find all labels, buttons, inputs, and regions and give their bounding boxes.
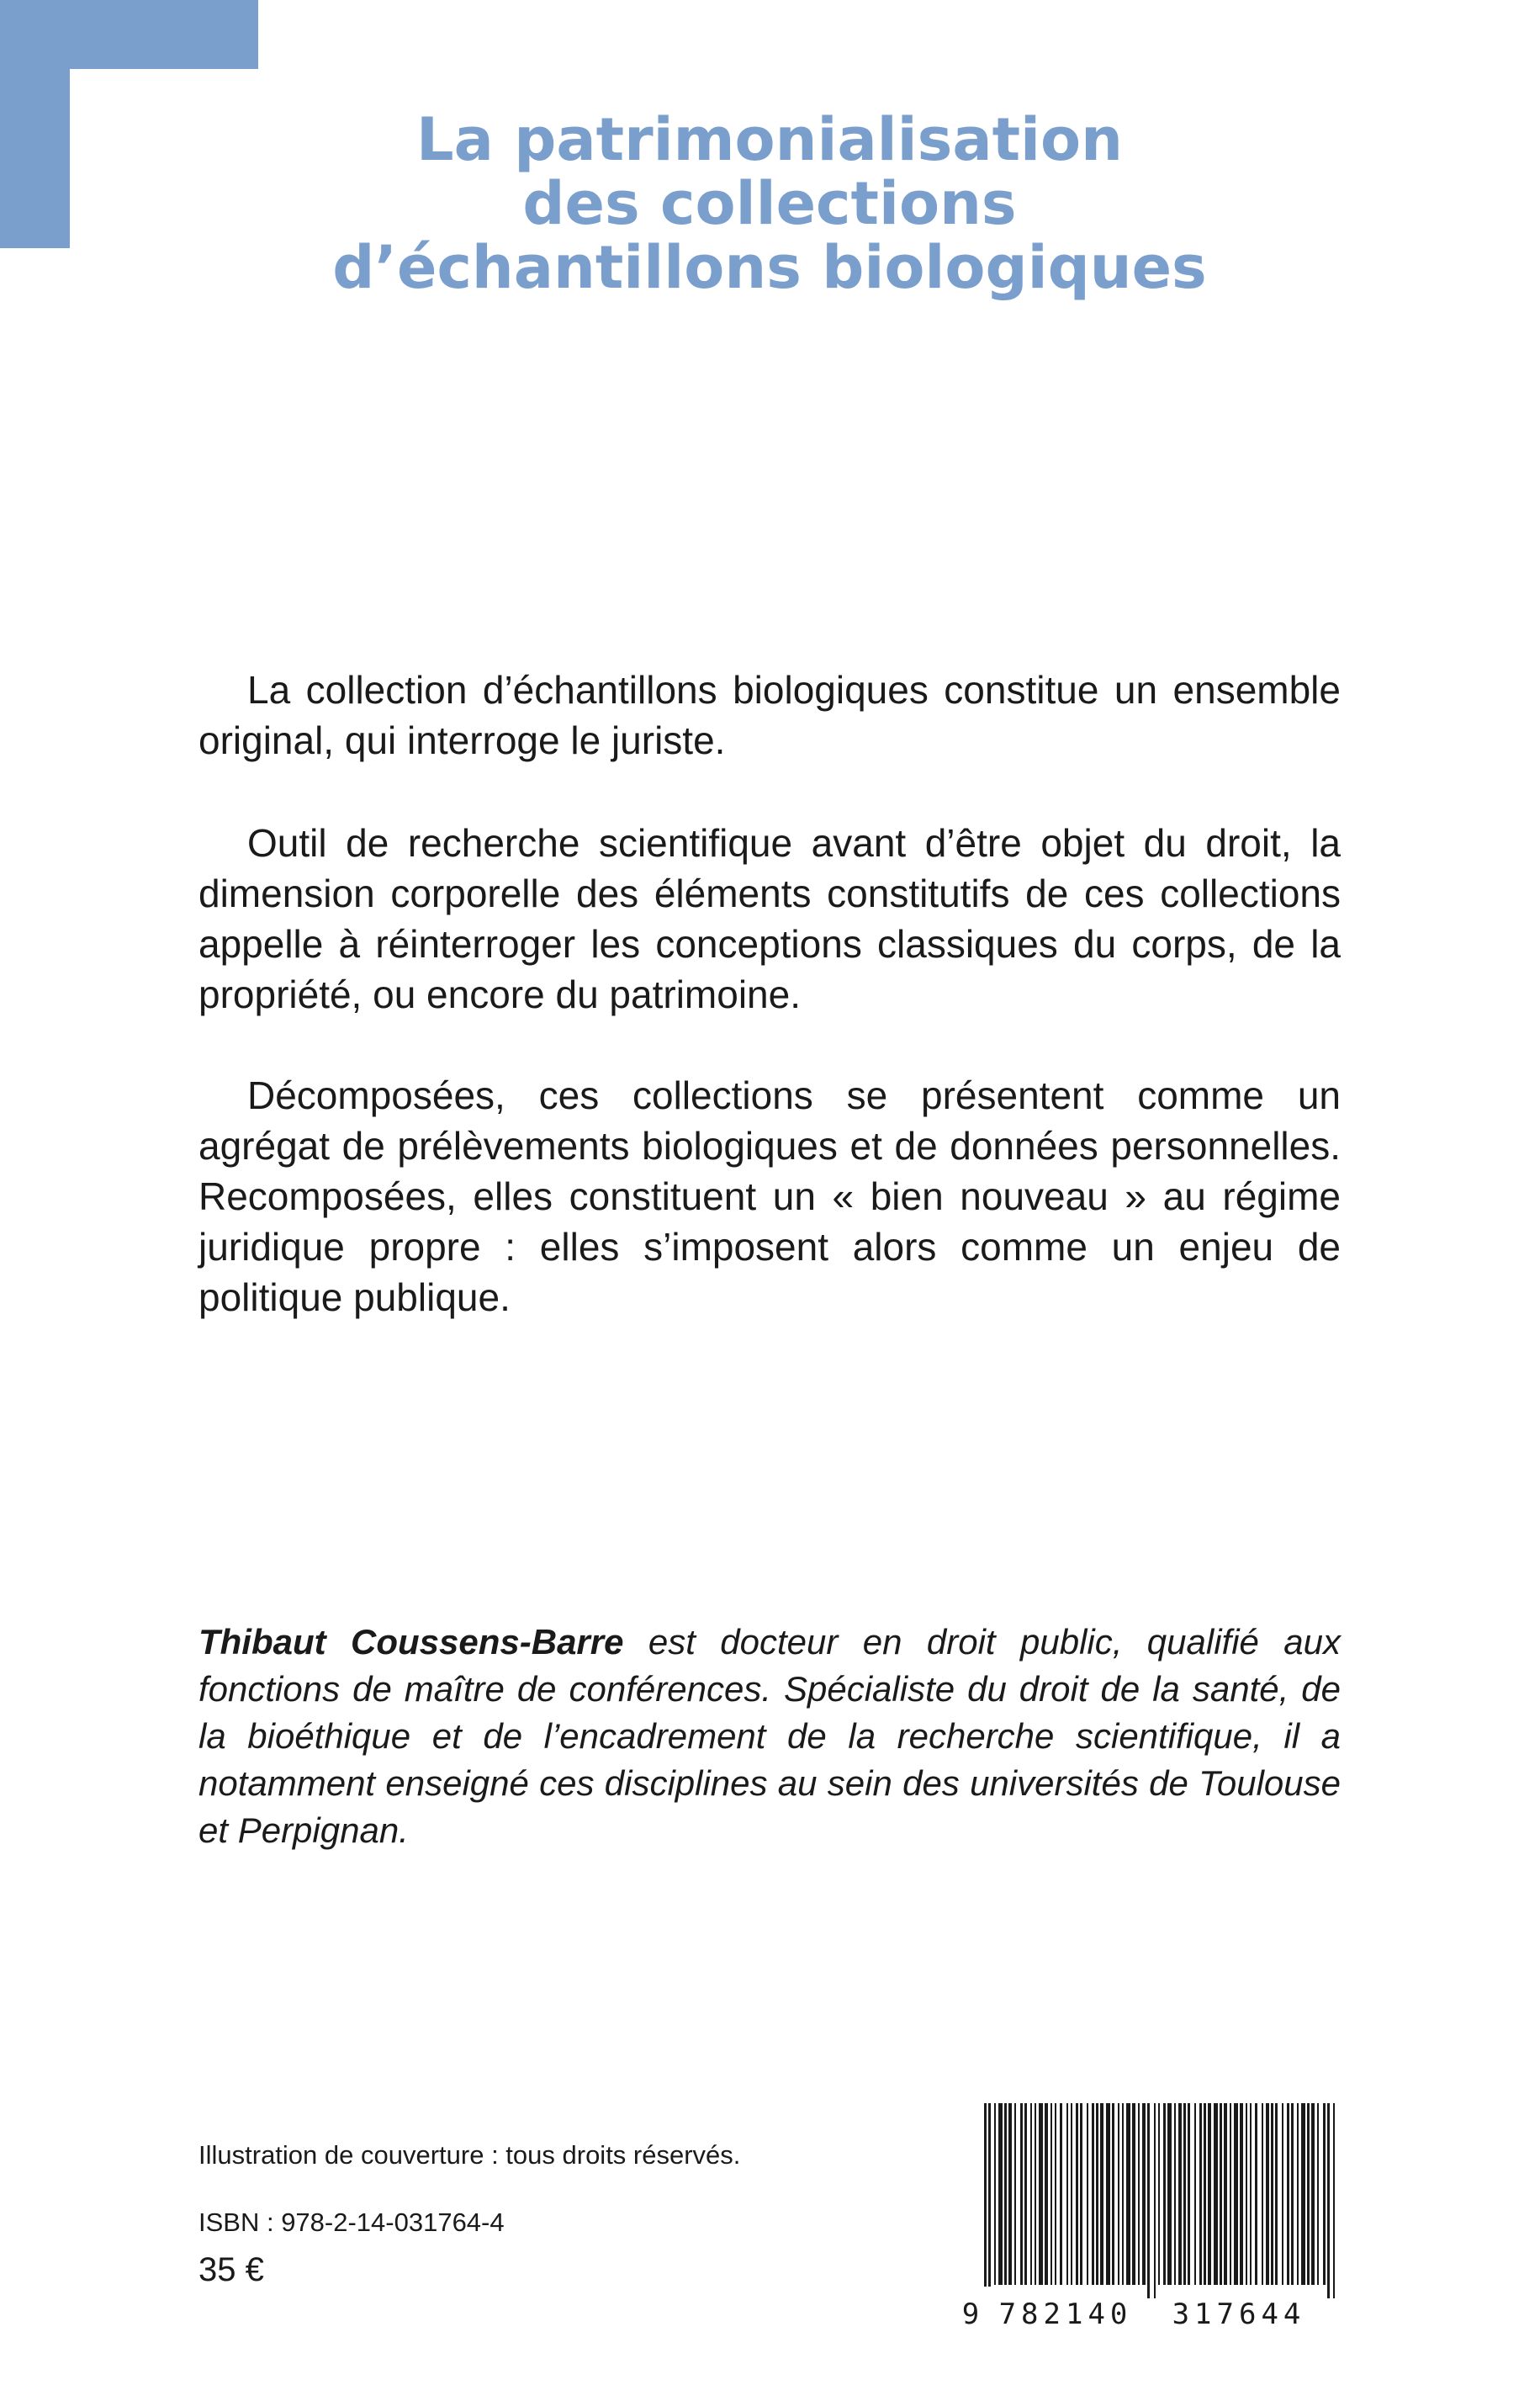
barcode-first-digit: 9 [961, 2298, 980, 2330]
barcode-bar [1297, 2103, 1299, 2285]
barcode-bar [1112, 2103, 1114, 2285]
author-bio [198, 1619, 1341, 1854]
barcode-bar [1178, 2103, 1182, 2285]
barcode-bar [984, 2103, 987, 2298]
barcode-bar [998, 2103, 1003, 2285]
barcode-bar [1275, 2103, 1278, 2285]
barcode-bar [1092, 2103, 1094, 2285]
barcode-bar [1055, 2103, 1056, 2285]
title-line-1: La patrimonialisation [416, 105, 1123, 174]
barcode-bar [1080, 2103, 1082, 2285]
barcode-bar [1024, 2103, 1027, 2285]
barcode-bar [1066, 2103, 1068, 2285]
barcode-bar [1317, 2103, 1319, 2285]
barcode-bar [1076, 2103, 1078, 2285]
barcode-bar [1050, 2103, 1052, 2285]
barcode-bar [1250, 2103, 1252, 2285]
barcode-bar [1087, 2103, 1088, 2285]
barcode-bar [1158, 2103, 1160, 2285]
barcode-bar [1214, 2103, 1218, 2285]
barcode-bar [1291, 2103, 1294, 2285]
barcode-bar [1230, 2103, 1231, 2285]
cover-credit: Illustration de couverture : tous droits réservés. [198, 2140, 741, 2170]
barcode-bar [1240, 2103, 1243, 2285]
summary-paragraph-2: Outil de recherche scientifique avant d’être objet du droit, la dimension corporelle des éléments constitutifs de ces collections appelle à réinterroger les conceptions classiques du corps, de la propriété, ou encore du patrimoine. [198, 821, 1341, 1016]
barcode-bar [1014, 2103, 1016, 2285]
barcode-bar [1301, 2103, 1305, 2285]
summary-paragraph-1: La collection d’échantillons biologiques constitue un ensemble original, qui interroge le juriste. [198, 668, 1341, 762]
barcode-bar [1060, 2103, 1062, 2285]
barcode-group-2: 317644 [1172, 2298, 1306, 2330]
barcode-bar [1199, 2103, 1202, 2285]
barcode-bar [1163, 2103, 1166, 2285]
barcode-bar [1224, 2103, 1227, 2285]
barcode-bar [1262, 2103, 1263, 2285]
barcode-bar [1100, 2103, 1103, 2285]
barcode-bar [1311, 2103, 1315, 2285]
barcode-bar [1045, 2103, 1048, 2285]
barcode-bar [1167, 2103, 1172, 2285]
book-title [269, 105, 1270, 302]
barcode-bar [1183, 2103, 1186, 2285]
barcode-bar [1020, 2103, 1023, 2285]
summary-paragraph-3: Décomposées, ces collections se présentent comme un agrégat de prélèvements biologiques et de données personnelles. Recomposées, elles constituent un « bien nouveau » au régime juridique propre : elles s’imposent alors comme un enjeu de politique publique. [198, 1073, 1341, 1319]
barcode-bar [1138, 2103, 1140, 2285]
barcode-bar [1030, 2103, 1032, 2285]
barcode-bars [984, 2103, 1335, 2298]
barcode-bar [1035, 2103, 1036, 2285]
barcode-bar [1118, 2103, 1119, 2285]
barcode-bar [1323, 2103, 1326, 2285]
barcode-bar [1147, 2103, 1150, 2298]
barcode-bar [1142, 2103, 1146, 2285]
barcode-group-1: 782140 [998, 2298, 1133, 2330]
barcode-bar [1004, 2103, 1007, 2285]
barcode-bar [1307, 2103, 1310, 2285]
barcode-bar [1327, 2103, 1330, 2298]
barcode-bar [1008, 2103, 1012, 2285]
barcode-bar [1208, 2103, 1211, 2285]
barcode-bar [1234, 2103, 1238, 2285]
barcode-bar [1271, 2103, 1273, 2285]
title-line-3: d’échantillons biologiques [332, 233, 1207, 302]
barcode-bar [1039, 2103, 1043, 2285]
barcode-bar [1255, 2103, 1257, 2285]
barcode-bar [1106, 2103, 1110, 2285]
barcode-bar [994, 2103, 996, 2285]
barcode-bar [1174, 2103, 1176, 2285]
barcode-bar [1096, 2103, 1098, 2285]
title-line-2: des collections [522, 169, 1017, 238]
author-name: Thibaut Coussens-Barre [198, 1622, 624, 1662]
barcode-bar [1126, 2103, 1130, 2285]
isbn: ISBN : 978-2-14-031764-4 [198, 2207, 505, 2237]
barcode-bar [1122, 2103, 1124, 2285]
barcode-bar [1204, 2103, 1206, 2285]
barcode-bar [1287, 2103, 1289, 2285]
barcode-bar [1220, 2103, 1222, 2285]
barcode-bar [1194, 2103, 1196, 2285]
barcode-bar [1154, 2103, 1156, 2298]
barcode-bar [1132, 2103, 1135, 2285]
corner-decoration-vertical [0, 0, 70, 248]
barcode-bar [1266, 2103, 1269, 2285]
barcode [959, 2103, 1346, 2330]
barcode-bar [1071, 2103, 1072, 2285]
barcode-bar [1246, 2103, 1247, 2285]
author-bio-text: est docteur en droit public, qualifié aux fonctions de maître de conférences. Spécialiste du droit de la santé, de la bioéthique et de l’encadrement de la recherche scientifique, il a notamment enseigné ces disciplines au sein des universités de Toulouse et Perpignan. [198, 1622, 1341, 1850]
price: 35 € [198, 2251, 264, 2288]
barcode-bar [1282, 2103, 1283, 2285]
barcode-bar [988, 2103, 991, 2298]
barcode-bar [1333, 2103, 1335, 2298]
barcode-bar [1188, 2103, 1190, 2285]
